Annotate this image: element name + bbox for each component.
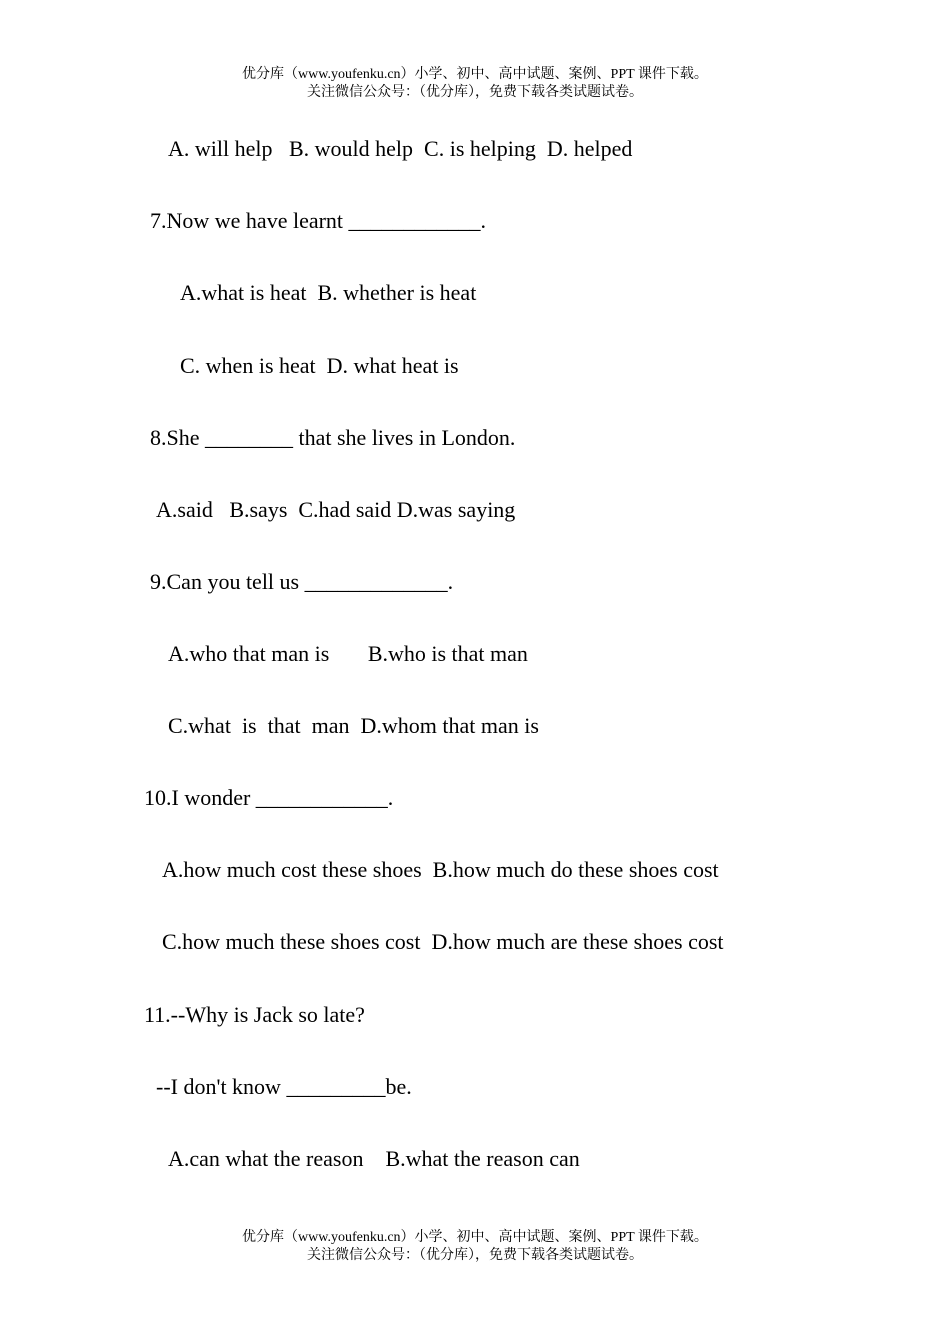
question-9-stem: 9.Can you tell us _____________. <box>150 569 454 594</box>
question-7-options-ab: A.what is heat B. whether is heat <box>180 280 477 305</box>
page-header <box>0 66 950 102</box>
question-11-options-ab: A.can what the reason B.what the reason can <box>168 1146 580 1171</box>
question-8-stem: 8.She ________ that she lives in London. <box>150 425 516 450</box>
question-10-options-ab: A.how much cost these shoes B.how much do these shoes cost <box>162 857 719 882</box>
header-line-1: 优分库（www.youfenku.cn）小学、初中、高中试题、案例、PPT 课件下载。 <box>242 67 708 82</box>
question-7-stem: 7.Now we have learnt ____________. <box>150 208 487 233</box>
question-10-options-cd: C.how much these shoes cost D.how much are these shoes cost <box>162 929 724 954</box>
question-10-stem: 10.I wonder ____________. <box>144 785 394 810</box>
question-9-options-ab: A.who that man is B.who is that man <box>168 641 528 666</box>
page-footer <box>0 1229 950 1265</box>
question-11-stem: 11.--Why is Jack so late? <box>144 1002 365 1027</box>
header-line-2: 关注微信公众号：（优分库），免费下载各类试题试卷。 <box>307 85 643 100</box>
footer-line-2: 关注微信公众号：（优分库），免费下载各类试题试卷。 <box>307 1248 643 1263</box>
question-8-options: A.said B.says C.had said D.was saying <box>156 497 516 522</box>
question-6-options: A. will help B. would help C. is helping D. helped <box>168 136 633 161</box>
question-11-dialogue: --I don't know _________be. <box>156 1074 412 1099</box>
footer-line-1: 优分库（www.youfenku.cn）小学、初中、高中试题、案例、PPT 课件下载。 <box>242 1230 708 1245</box>
question-9-options-cd: C.what is that man D.whom that man is <box>168 713 539 738</box>
question-7-options-cd: C. when is heat D. what heat is <box>180 353 459 378</box>
